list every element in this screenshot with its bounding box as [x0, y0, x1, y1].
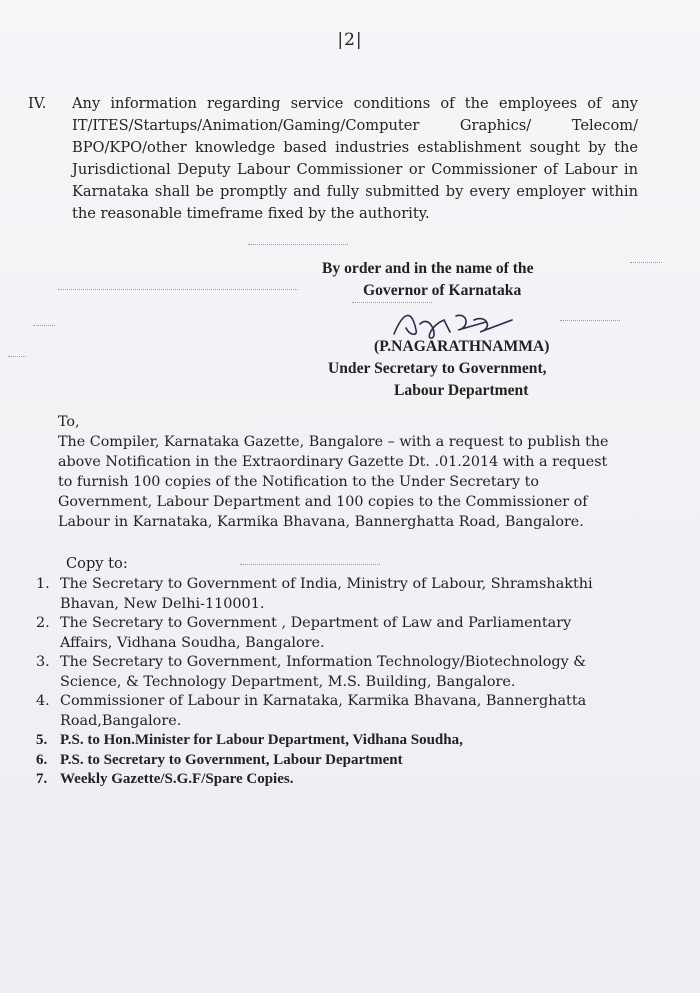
- list-item: 3. The Secretary to Government, Information Technology/Biotechnology & Science, & Technology Department, M.S. Building, Bangalore.: [36, 654, 587, 690]
- list-item: 7. Weekly Gazette/S.G.F/Spare Copies.: [36, 771, 294, 787]
- paragraph-text: Any information regarding service conditions of the employees of any IT/ITES/Startups/Animation/Gaming/Computer Graphics/ Telecom/ BPO/KPO/other knowledge based industries establishment sought by the Jurisdictional Deputy Labour Commissioner or Commissioner of Labour in Karnataka shall be promptly and fully submitted by every employer within the reasonable timeframe fixed by the authority.: [72, 95, 638, 222]
- dotted-line: [58, 289, 298, 290]
- dotted-line: [560, 320, 620, 321]
- dotted-line: [248, 244, 348, 245]
- list-item: 6. P.S. to Secretary to Government, Labour Department: [36, 751, 403, 768]
- dotted-line: [8, 356, 26, 357]
- signatory-name: (P.NAGARATHNAMMA): [374, 338, 550, 355]
- copy-to-list: [36, 575, 616, 790]
- signatory-block: [328, 336, 549, 402]
- to-salutation: To,: [58, 414, 80, 430]
- page-number-header: |2|: [337, 30, 363, 50]
- signatory-title: Under Secretary to Government,: [328, 360, 547, 377]
- order-block: [322, 258, 534, 302]
- paragraph-number: IV.: [28, 95, 47, 112]
- dotted-line: [240, 564, 380, 565]
- to-body: The Compiler, Karnataka Gazette, Bangalore – with a request to publish the above Notification in the Extraordinary Gazette Dt. .01.2014 with a request to furnish 100 copies of the Notification to the Under Secretary to Government, Labour Department and 100 copies to the Commissioner of Labour in Karnataka, Karmika Bhavana, Bannerghatta Road, Bangalore.: [58, 434, 609, 530]
- list-item: 4. Commissioner of Labour in Karnataka, Karmika Bhavana, Bannerghatta Road,Bangalore.: [36, 693, 587, 729]
- signatory-department: Labour Department: [394, 382, 529, 399]
- order-line-2: Governor of Karnataka: [363, 282, 522, 299]
- to-section: [58, 412, 618, 532]
- copy-to-label: Copy to:: [66, 555, 128, 572]
- dotted-line: [630, 262, 662, 263]
- paragraph-iv: [28, 93, 638, 225]
- dotted-line: [33, 325, 55, 326]
- list-item: 2. The Secretary to Government , Department of Law and Parliamentary Affairs, Vidhana Soudha, Bangalore.: [36, 615, 572, 651]
- list-item: 5. P.S. to Hon.Minister for Labour Department, Vidhana Soudha,: [36, 732, 463, 748]
- dotted-line: [352, 302, 432, 303]
- order-line-1: By order and in the name of the: [322, 260, 534, 277]
- list-item: 1. The Secretary to Government of India, Ministry of Labour, Shramshakthi Bhavan, New Delhi-110001.: [36, 576, 593, 612]
